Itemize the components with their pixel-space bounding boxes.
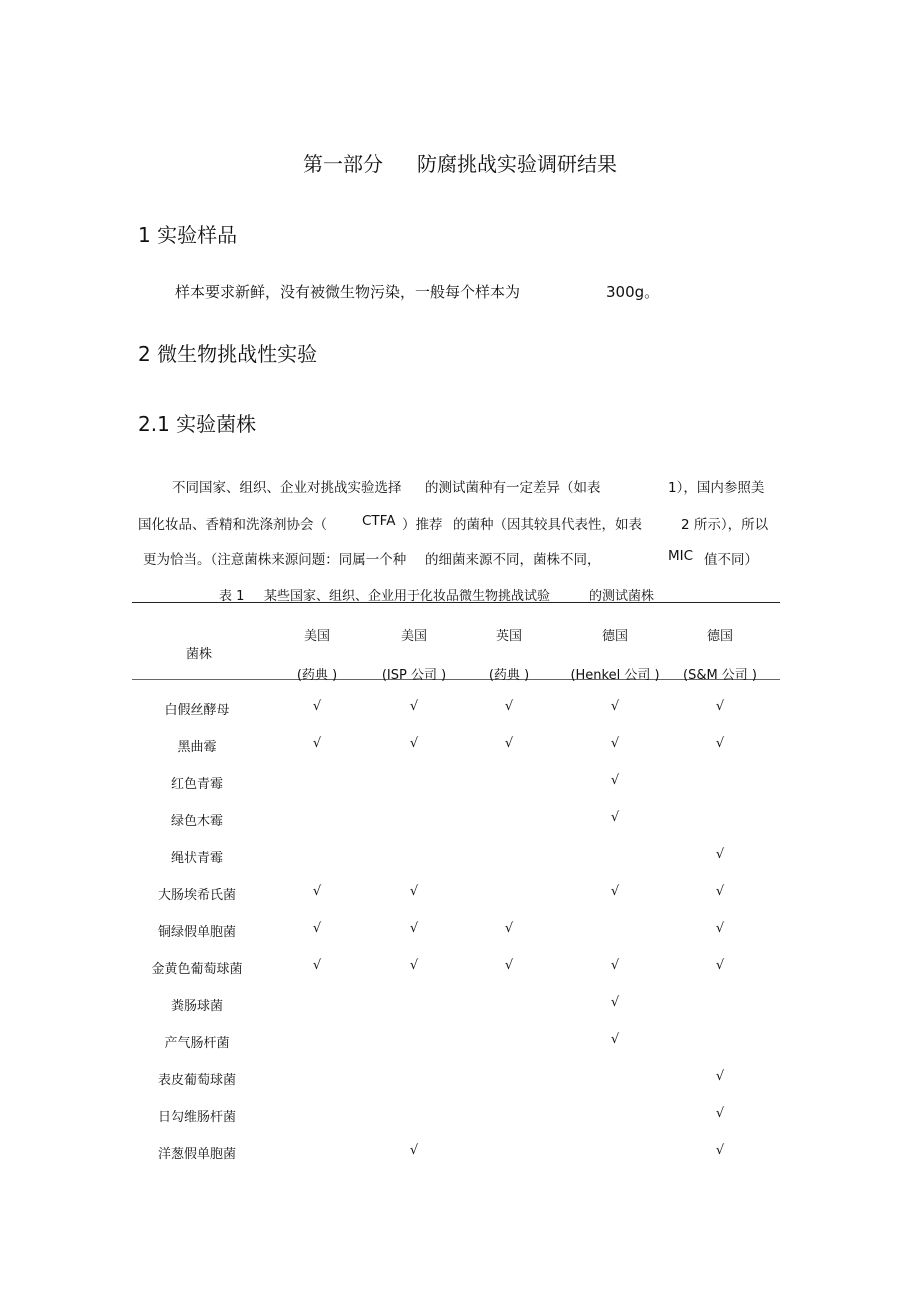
- title-name: 防腐挑战实验调研结果: [417, 152, 617, 176]
- check-mark: √: [409, 958, 419, 973]
- col-2-source: (ISP 公司 ): [381, 668, 447, 683]
- check-mark: √: [312, 699, 322, 714]
- section-2-heading: 2 微生物挑战性实验: [138, 342, 318, 366]
- check-mark: √: [715, 699, 725, 714]
- check-mark: √: [715, 1143, 725, 1158]
- check-mark: √: [610, 958, 620, 973]
- col-3-source: (药典 ): [488, 668, 530, 683]
- col-5-source: (S&M 公司 ): [682, 668, 758, 683]
- table-caption-label: 表 1: [219, 589, 245, 604]
- check-mark: √: [504, 736, 514, 751]
- col-3-country: 英国: [495, 629, 523, 644]
- strain-name: 红色青霉: [170, 777, 224, 792]
- strain-name: 大肠埃希氏菌: [157, 888, 237, 903]
- strain-name: 粪肠球菌: [170, 999, 224, 1014]
- check-mark: √: [504, 958, 514, 973]
- col-5-country: 德国: [706, 629, 734, 644]
- para-line2-c: ）推荐: [402, 517, 443, 533]
- para-line2-a: 国化妆品、香精和洗涤剂协会（: [138, 517, 327, 533]
- strain-name: 黑曲霉: [177, 740, 217, 755]
- para-line1-b: 的测试菌种有一定差异（如表: [425, 480, 601, 496]
- strain-name: 日勾维肠杆菌: [157, 1110, 237, 1125]
- check-mark: √: [610, 810, 620, 825]
- check-mark: √: [409, 884, 419, 899]
- para-line3-b: 的细菌来源不同，菌株不同，: [425, 552, 601, 568]
- para-line1-c: 1），国内参照美: [668, 480, 765, 496]
- strain-name: 铜绿假单胞菌: [157, 925, 237, 940]
- strain-name: 金黄色葡萄球菌: [151, 962, 243, 977]
- check-mark: √: [504, 921, 514, 936]
- section-1-heading: 1 实验样品: [138, 223, 238, 247]
- section-2-1-heading: 2.1 实验菌株: [138, 412, 257, 436]
- check-mark: √: [312, 884, 322, 899]
- section-1-text-a: 样本要求新鲜，没有被微生物污染，一般每个样本为: [175, 283, 521, 301]
- table-top-rule: [132, 602, 780, 603]
- strain-name: 绿色木霉: [170, 814, 224, 829]
- para-line1-a: 不同国家、组织、企业对挑战实验选择: [172, 480, 402, 496]
- check-mark: √: [715, 958, 725, 973]
- check-mark: √: [409, 736, 419, 751]
- section-1-text-b: 300g。: [606, 283, 660, 301]
- check-mark: √: [409, 699, 419, 714]
- check-mark: √: [715, 1069, 725, 1084]
- check-mark: √: [610, 1032, 620, 1047]
- check-mark: √: [504, 699, 514, 714]
- table-caption-suffix: 的测试菌株: [589, 589, 655, 604]
- check-mark: √: [312, 736, 322, 751]
- check-mark: √: [610, 773, 620, 788]
- para-line3-a: 更为恰当。（注意菌株来源问题：同属一个种: [143, 552, 407, 568]
- check-mark: √: [715, 736, 725, 751]
- check-mark: √: [610, 884, 620, 899]
- page-title: [0, 148, 920, 177]
- strain-name: 产气肠杆菌: [164, 1036, 230, 1051]
- check-mark: √: [610, 699, 620, 714]
- strain-name: 洋葱假单胞菌: [157, 1147, 237, 1162]
- col-1-source: (药典 ): [296, 668, 338, 683]
- strain-name: 表皮葡萄球菌: [157, 1073, 237, 1088]
- table-caption-text: 某些国家、组织、企业用于化妆品微生物挑战试验: [264, 589, 551, 604]
- col-1-country: 美国: [303, 629, 331, 644]
- check-mark: √: [715, 1106, 725, 1121]
- check-mark: √: [409, 921, 419, 936]
- check-mark: √: [409, 1143, 419, 1158]
- col-4-source: (Henkel 公司 ): [570, 668, 660, 683]
- para-line3-c: MIC: [668, 548, 694, 564]
- title-part: 第一部分: [303, 152, 383, 176]
- check-mark: √: [610, 736, 620, 751]
- para-line2-e: 2 所示），所以: [681, 517, 769, 533]
- strain-header: 菌株: [185, 647, 213, 662]
- strain-name: 绳状青霉: [170, 851, 224, 866]
- strain-name: 白假丝酵母: [164, 703, 230, 718]
- check-mark: √: [610, 995, 620, 1010]
- check-mark: √: [312, 958, 322, 973]
- check-mark: √: [715, 921, 725, 936]
- col-4-country: 德国: [601, 629, 629, 644]
- check-mark: √: [715, 847, 725, 862]
- check-mark: √: [312, 921, 322, 936]
- col-2-country: 美国: [400, 629, 428, 644]
- para-line3-d: 值不同）: [704, 552, 758, 568]
- para-line2-d: 的菌种（因其较具代表性，如表: [453, 517, 642, 533]
- check-mark: √: [715, 884, 725, 899]
- para-line2-b: CTFA: [362, 513, 396, 529]
